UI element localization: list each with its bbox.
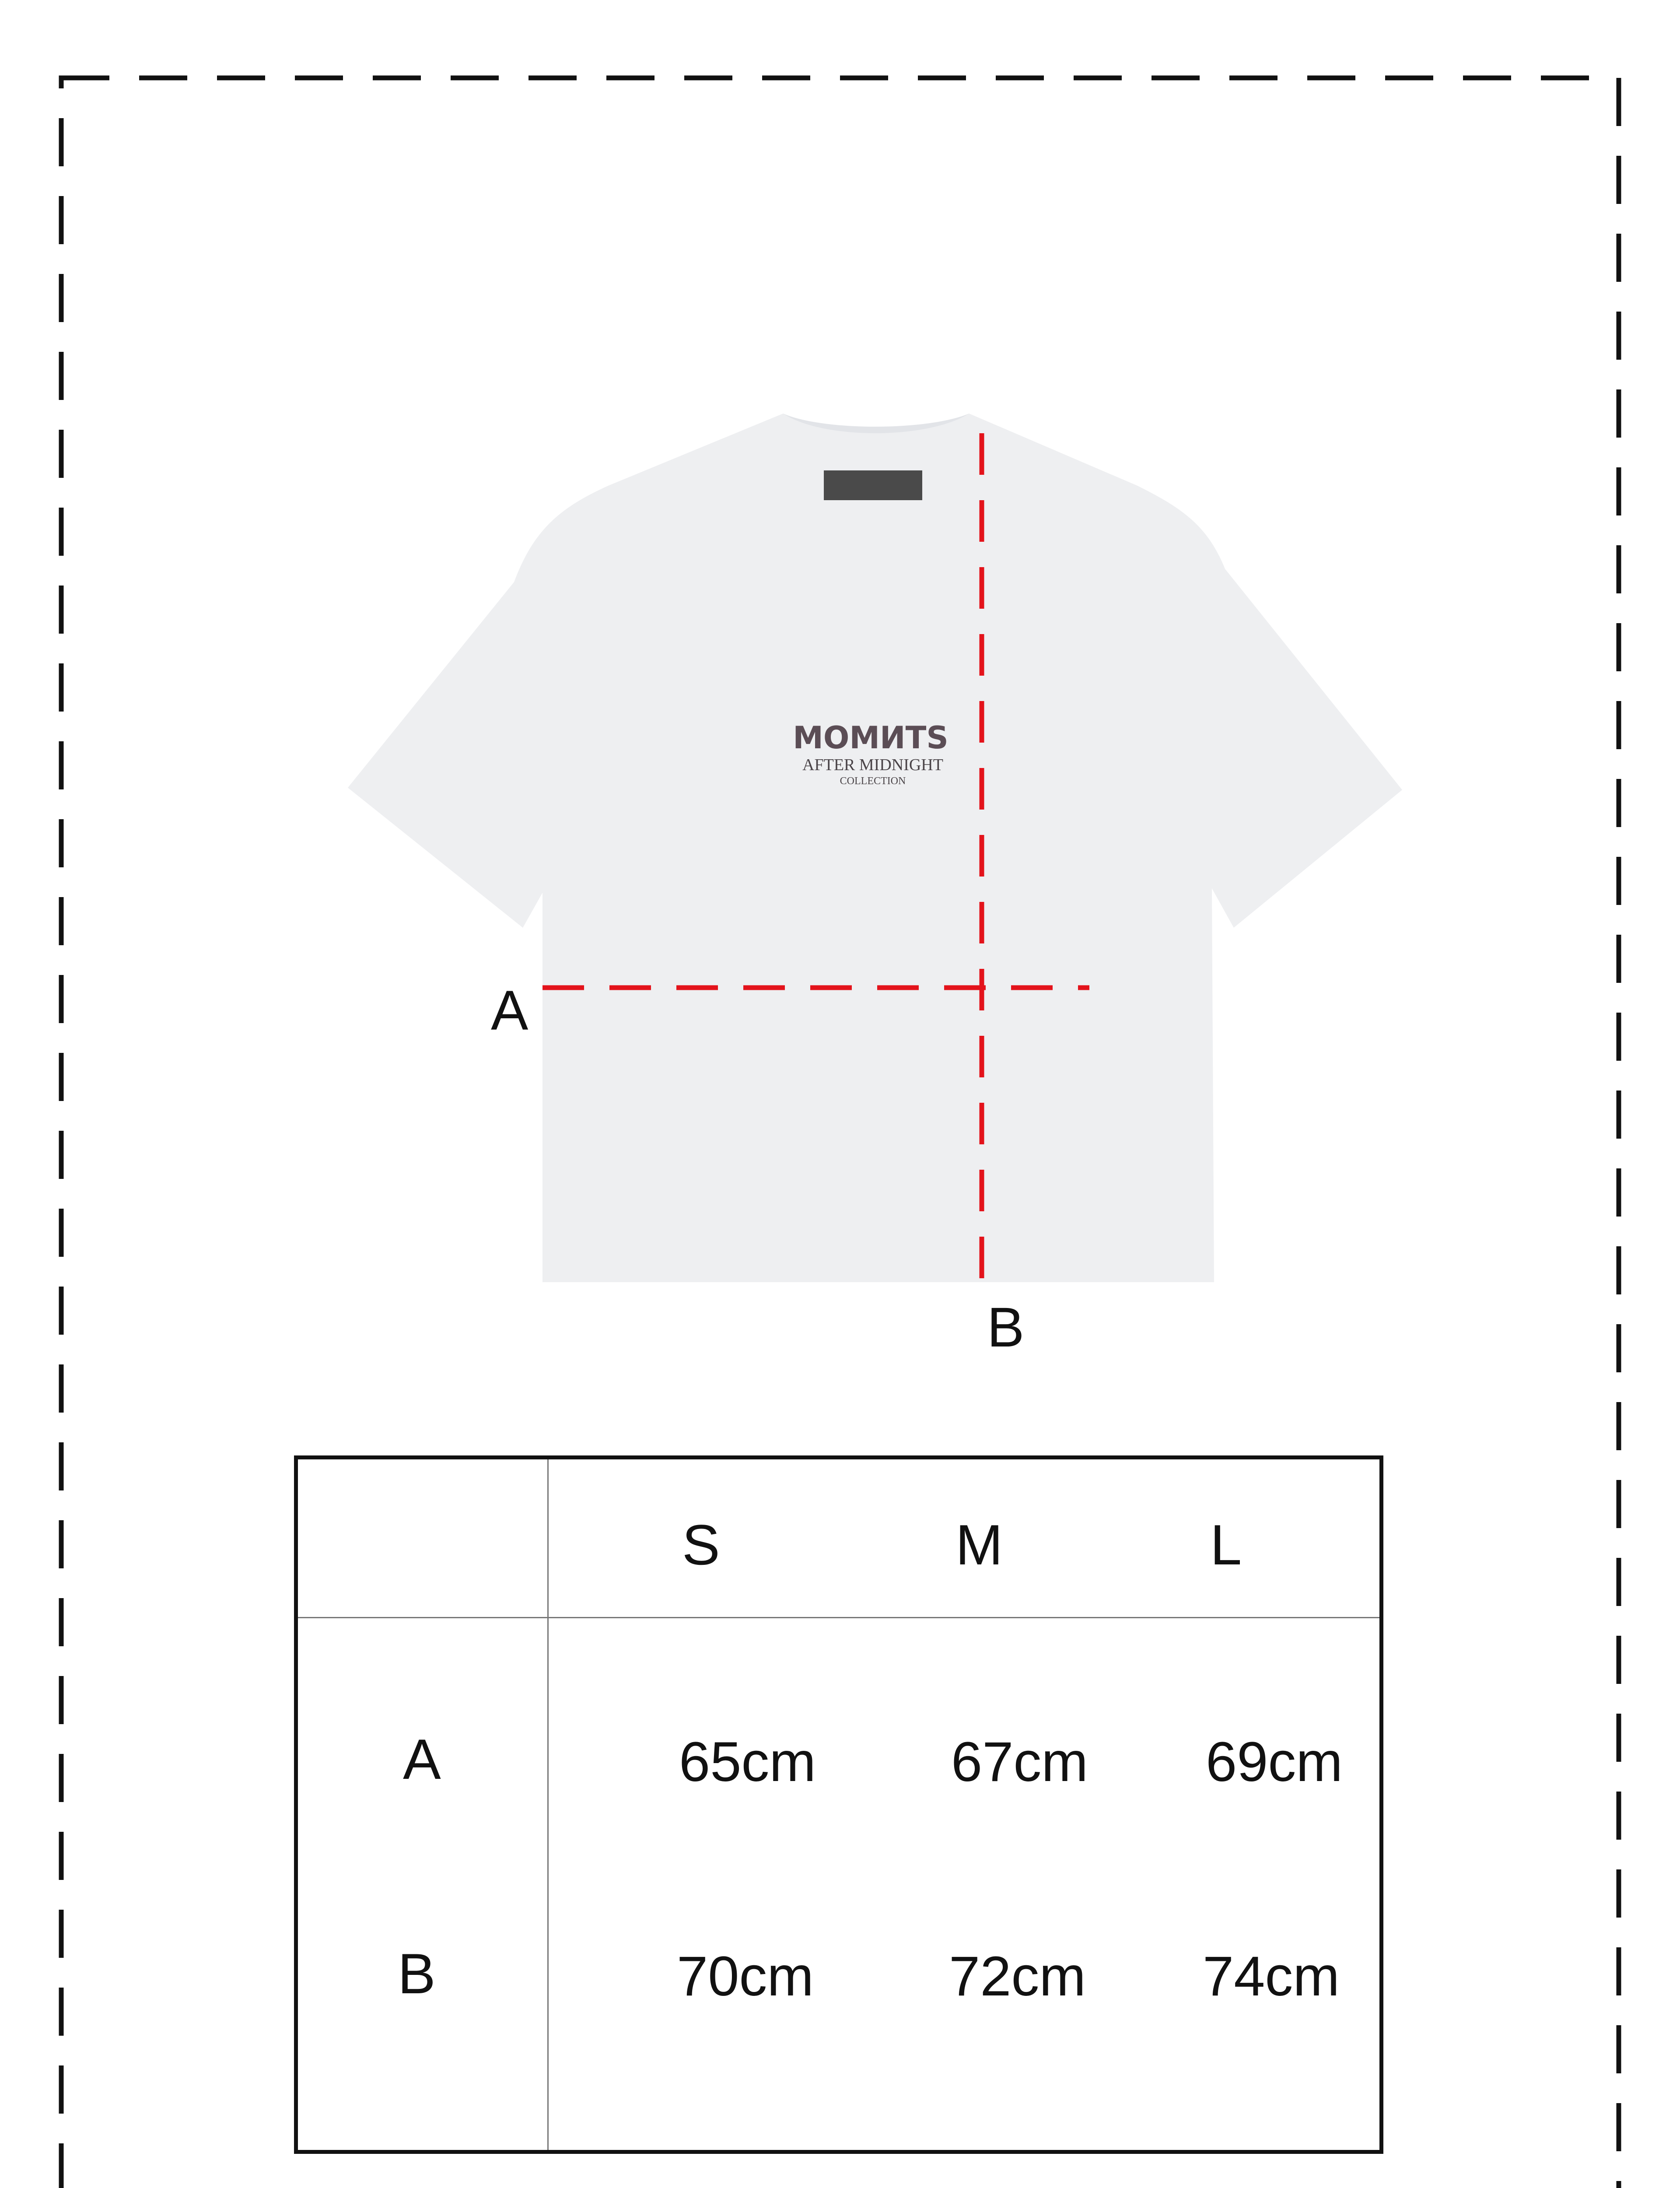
table-divider-vertical (547, 1459, 549, 2150)
row-label-b: B (398, 1942, 436, 2006)
size-header-l: L (1210, 1513, 1242, 1577)
cell-a-s: 65cm (679, 1731, 816, 1793)
measure-label-a: A (491, 979, 528, 1042)
tshirt-body (348, 414, 1402, 1282)
cell-b-l: 74cm (1203, 1945, 1340, 2008)
table-divider-horizontal (298, 1617, 1379, 1618)
neck-tag-icon (824, 470, 922, 500)
cell-a-l: 69cm (1206, 1731, 1343, 1793)
cell-b-m: 72cm (949, 1945, 1086, 2008)
cell-a-m: 67cm (951, 1731, 1088, 1793)
size-header-s: S (682, 1513, 720, 1577)
size-header-m: M (956, 1513, 1003, 1577)
logo-brand: MOMИTS (793, 720, 948, 756)
measure-label-b: B (987, 1296, 1025, 1359)
cell-b-s: 70cm (677, 1945, 814, 2008)
size-chart-table (294, 1455, 1383, 2154)
row-label-a: A (403, 1727, 441, 1791)
logo-line1: AFTER MIDNIGHT (802, 756, 943, 774)
logo-line2: COLLECTION (840, 775, 906, 787)
